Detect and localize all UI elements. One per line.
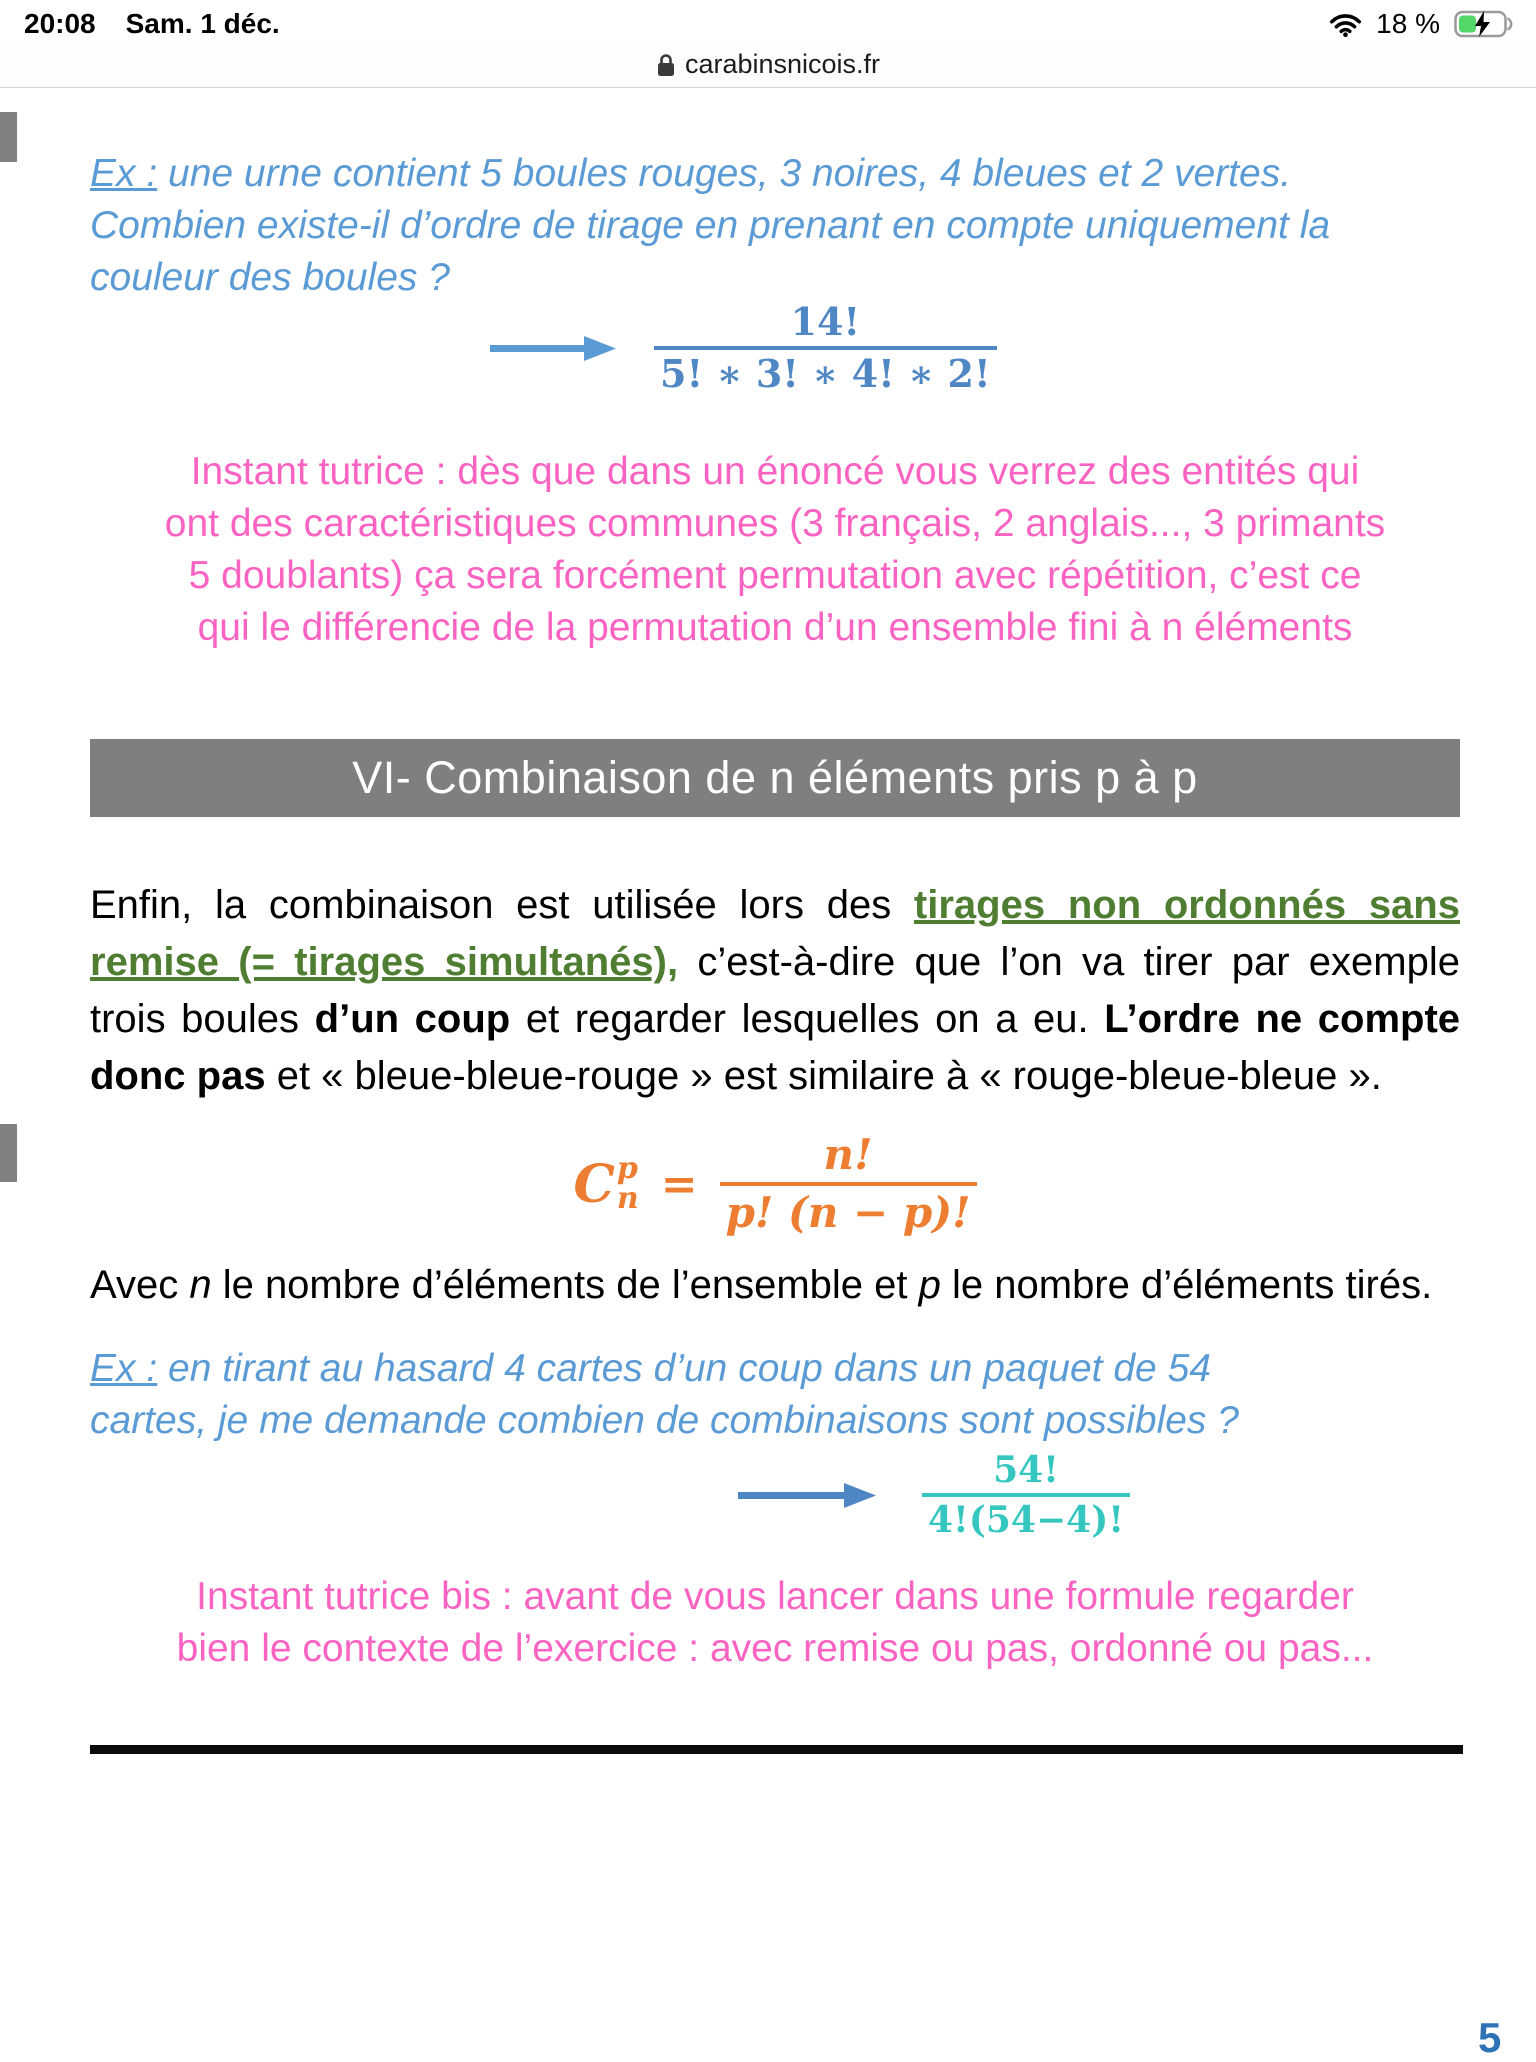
tutrice1-paragraph — [90, 446, 1460, 654]
footer-rule — [90, 1745, 1463, 1754]
para-seg3: c’est-à-dire que l’on va tirer par exemple trois boules — [90, 940, 1461, 1041]
formula2-symbol-group — [573, 1151, 639, 1216]
example2-paragraph — [90, 1343, 1460, 1447]
example1-paragraph — [90, 148, 1460, 304]
example1-line3: couleur des boules ? — [90, 256, 450, 299]
avec-var-p: p — [918, 1263, 941, 1307]
combination-formula — [90, 1130, 1460, 1238]
formula1-denominator: 5! ∗ 3! ∗ 4! ∗ 2! — [660, 351, 991, 396]
fraction-bar — [654, 346, 997, 350]
example1-line1-rest: une urne contient 5 boules rouges, 3 noires, 4 bleues et 2 vertes. — [157, 152, 1292, 195]
para-bold2: L’ordre ne compte donc pas — [90, 997, 1461, 1098]
formula3-row — [738, 1449, 1460, 1541]
formula2-scripts — [616, 1151, 639, 1216]
avec-var-n: n — [189, 1263, 212, 1307]
example2-line1-rest: en tirant au hasard 4 cartes d’un coup dans un paquet de 54 — [157, 1347, 1211, 1390]
fraction-bar — [922, 1493, 1130, 1497]
tutrice2-paragraph — [90, 1571, 1460, 1675]
formula3-denominator: 4!(54−4)! — [928, 1499, 1125, 1541]
lock-icon — [656, 52, 676, 78]
fraction-bar — [720, 1182, 977, 1186]
document-page — [0, 88, 1536, 1754]
combination-paragraph — [90, 877, 1460, 1105]
example2-line1 — [90, 1343, 1460, 1395]
status-right — [1329, 8, 1516, 40]
avec-paragraph — [90, 1258, 1460, 1313]
formula1-numerator: 14! — [790, 299, 861, 344]
para-green-link-text: tirages non ordonnés sans remise (= tirages simultanés), — [90, 883, 1460, 984]
formula3-numerator: 54! — [993, 1449, 1059, 1491]
formula2-fraction — [720, 1130, 977, 1238]
para-seg1: Enfin, la combinaison est utilisée lors des — [90, 883, 914, 927]
status-left — [24, 8, 280, 40]
page-number: 5 — [1478, 2014, 1502, 2061]
formula2-superscript: p — [616, 1151, 638, 1186]
formula2-numerator: n! — [823, 1130, 873, 1179]
example2-lead: Ex : — [90, 1347, 158, 1390]
tutrice2-line1: Instant tutrice bis : avant de vous lancer dans une formule regarder — [196, 1575, 1354, 1618]
para-seg7: et « bleue-bleue-rouge » est similaire à « rouge-bleue-bleue ». — [265, 1054, 1382, 1098]
para-seg5: et regarder lesquelles on a eu. — [510, 997, 1105, 1041]
example2-line2: cartes, je me demande combien de combinaisons sont possibles ? — [90, 1399, 1239, 1442]
tutrice1-line1: Instant tutrice : dès que dans un énoncé vous verrez des entités qui — [190, 450, 1360, 493]
url-bar[interactable] — [0, 42, 1536, 88]
date: Sam. 1 déc. — [125, 8, 280, 39]
formula2-subscript: n — [616, 1181, 639, 1216]
example1-line1 — [90, 148, 1460, 200]
avec-seg1: Avec — [90, 1263, 190, 1307]
example1-line2: Combien existe-il d’ordre de tirage en prenant en compte uniquement la — [90, 204, 1331, 247]
tutrice1-line4: qui le différencie de la permutation d’un ensemble fini à n éléments — [197, 606, 1353, 649]
right-arrow-icon — [738, 1480, 878, 1510]
avec-seg3: le nombre d’éléments tirés. — [940, 1263, 1433, 1307]
clock: 20:08 — [24, 8, 96, 39]
tutrice1-line3: 5 doublants) ça sera forcément permutation avec répétition, c’est ce — [188, 554, 1362, 597]
battery-percent: 18 % — [1376, 8, 1440, 39]
tutrice1-line2: ont des caractéristiques communes (3 français, 2 anglais..., 3 primants — [164, 502, 1386, 545]
avec-seg2: le nombre d’éléments de l’ensemble et — [211, 1263, 919, 1307]
formula3-fraction — [922, 1449, 1130, 1541]
formula2-equals: = — [660, 1158, 698, 1210]
formula1-fraction — [654, 300, 997, 396]
section-heading: VI- Combinaison de n éléments pris p à p — [90, 739, 1460, 817]
wifi-icon — [1329, 12, 1362, 37]
battery-charging-icon — [1454, 9, 1516, 39]
tutrice2-line2: bien le contexte de l’exercice : avec remise ou pas, ordonné ou pas... — [176, 1627, 1374, 1670]
example1-lead: Ex : — [90, 152, 158, 195]
status-bar — [0, 0, 1536, 42]
right-arrow-icon — [490, 333, 618, 363]
formula2-denominator: p! (n − p)! — [725, 1188, 971, 1237]
formula2-symbol: C — [573, 1153, 615, 1215]
formula1-row — [490, 300, 1460, 396]
url-domain[interactable]: carabinsnicois.fr — [684, 49, 881, 79]
para-bold1: d’un coup — [314, 997, 511, 1041]
